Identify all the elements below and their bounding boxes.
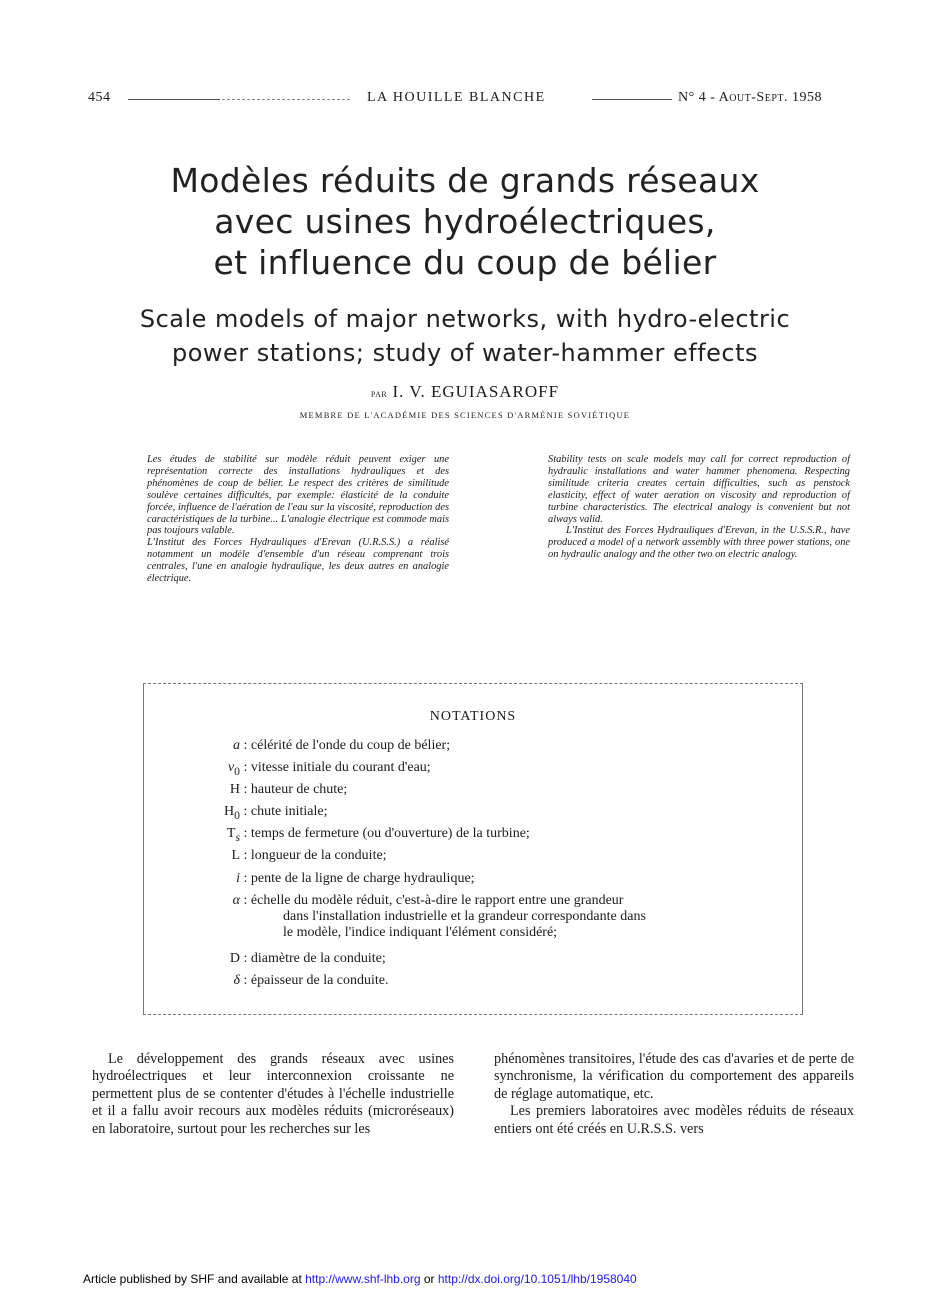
notation-description: : épaisseur de la conduite. [243, 973, 389, 988]
notation-description: : célérité de l'onde du coup de bélier; [243, 738, 451, 753]
notation-symbol: v [227, 760, 235, 775]
footer-link-shf[interactable]: http://www.shf-lhb.org [305, 1272, 421, 1286]
notation-description: : hauteur de chute; [243, 782, 348, 797]
issue-info: N° 4 - Aout-Sept. 1958 [678, 90, 822, 105]
footer-note [83, 1272, 637, 1286]
title-en-line-1: Scale models of major networks, with hydro-electric [139, 305, 791, 333]
notation-symbol: i [236, 871, 240, 886]
notation-symbol: H [229, 782, 240, 797]
abstract-fr-paragraph-1: Les études de stabilité sur modèle réduit peuvent exiger une représentation correcte des installations hydrauliques et des phénomènes de coup de bélier. Le respect des critères de similitude soulève certaines difficultés, par exemple: élasticité de la conduite forcée, influence de l'aération de l'eau sur la viscosité, reproduction des caractéristiques de la turbine... L'analogie électrique est commode mais pas toujours valable. [147, 454, 449, 537]
notation-description: : chute initiale; [243, 804, 328, 819]
notation-item [160, 782, 790, 798]
notation-item [160, 760, 790, 780]
title-fr-line-1: Modèles réduits de grands réseaux [170, 161, 760, 200]
footer-prefix: Article published by SHF and available at [83, 1272, 306, 1286]
abstract-english [548, 454, 850, 561]
abstract-fr-paragraph-2: L'Institut des Forces Hydrauliques d'Erevan (U.R.S.S.) a réalisé notamment un modèle d'ensemble d'un réseau comprenant trois centrales, l'une en analogie hydraulique, les deux autres en analogie électrique. [147, 537, 449, 585]
footer-middle: or [420, 1272, 438, 1286]
title-en-line-2: power stations; study of water-hammer effects [171, 339, 759, 367]
header-rule-left-dashed [222, 99, 350, 100]
notation-item [160, 871, 790, 887]
abstract-en-paragraph-2: L'Institut des Forces Hydrauliques d'Erevan, in the U.S.S.R., have produced a model of a network assembly with three power stations, one on hydraulic analogy and the other two on electric analogy. [548, 525, 850, 561]
notation-symbol: D [229, 951, 240, 966]
header-rule-left [128, 99, 220, 100]
notation-symbol: T [226, 826, 236, 841]
page-number: 454 [88, 90, 111, 105]
author-name: I. V. EGUIASAROFF [392, 382, 560, 401]
notation-item [160, 893, 790, 941]
body-paragraph: phénomènes transitoires, l'étude des cas d'avaries et de perte de synchronisme, la vérification du comportement des appareils de réglage automatique, etc. [494, 1051, 854, 1102]
body-paragraph: Le développement des grands réseaux avec usines hydroélectriques et leur interconnexion croissante ne permettent plus de se contenter d'études à l'échelle industrielle et il a fallu avoir recours aux modèles réduits (microréseaux) en laboratoire, surtout pour les recherches sur les [92, 1051, 454, 1137]
notation-description-continued: le modèle, l'indice indiquant l'élément considéré; [283, 925, 558, 940]
notation-description-continued: dans l'installation industrielle et la grandeur correspondante dans [283, 909, 646, 924]
title-fr-line-3: et influence du coup de bélier [213, 243, 717, 282]
author-line [0, 382, 930, 402]
header-rule-right [592, 99, 672, 100]
abstract-french [147, 454, 449, 585]
body-column-1 [92, 1051, 454, 1138]
abstract-en-paragraph-1: Stability tests on scale models may call for correct reproduction of hydraulic installations and water hammer phenomena. Respecting similitude criteria creates certain difficulties, such as penstock elasticity, effect of water aeration on viscosity and reproduction of turbine characteristics. The electrical analogy is convenient but not always valid. [548, 454, 850, 525]
notation-symbol: L [231, 848, 240, 863]
notation-item [160, 804, 790, 824]
notation-symbol: a [233, 738, 240, 753]
notation-item [160, 848, 790, 864]
notation-description: : temps de fermeture (ou d'ouverture) de la turbine; [243, 826, 530, 841]
author-affiliation: MEMBRE DE L'ACADÉMIE DES SCIENCES D'ARMÉNIE SOVIÉTIQUE [299, 410, 631, 420]
notation-subscript: 0 [234, 808, 240, 822]
author-prefix: par [370, 386, 388, 400]
notation-description: : vitesse initiale du courant d'eau; [243, 760, 431, 775]
notation-description: : pente de la ligne de charge hydraulique; [243, 871, 475, 886]
notation-subscript: 0 [234, 764, 240, 778]
notations-title: NOTATIONS [429, 709, 517, 724]
notation-subscript: s [235, 830, 240, 844]
title-english [0, 302, 930, 370]
notation-description: : diamètre de la conduite; [243, 951, 386, 966]
notation-item [160, 826, 790, 846]
journal-name: LA HOUILLE BLANCHE [367, 90, 546, 105]
title-french [0, 160, 930, 283]
notation-description: : échelle du modèle réduit, c'est-à-dire le rapport entre une grandeur [243, 893, 624, 908]
notation-item [160, 951, 790, 967]
notation-symbol: α [232, 893, 240, 908]
notation-item [160, 738, 790, 754]
body-column-2 [494, 1051, 854, 1138]
notation-description: : longueur de la conduite; [243, 848, 387, 863]
title-fr-line-2: avec usines hydroélectriques, [214, 202, 716, 241]
notation-symbol: H [224, 804, 235, 819]
footer-link-doi[interactable]: http://dx.doi.org/10.1051/lhb/1958040 [437, 1272, 637, 1286]
body-paragraph: Les premiers laboratoires avec modèles réduits de réseaux entiers ont été créés en U.R.S.S. vers [494, 1103, 854, 1137]
notation-symbol: δ [233, 973, 240, 988]
notation-item [160, 973, 790, 989]
